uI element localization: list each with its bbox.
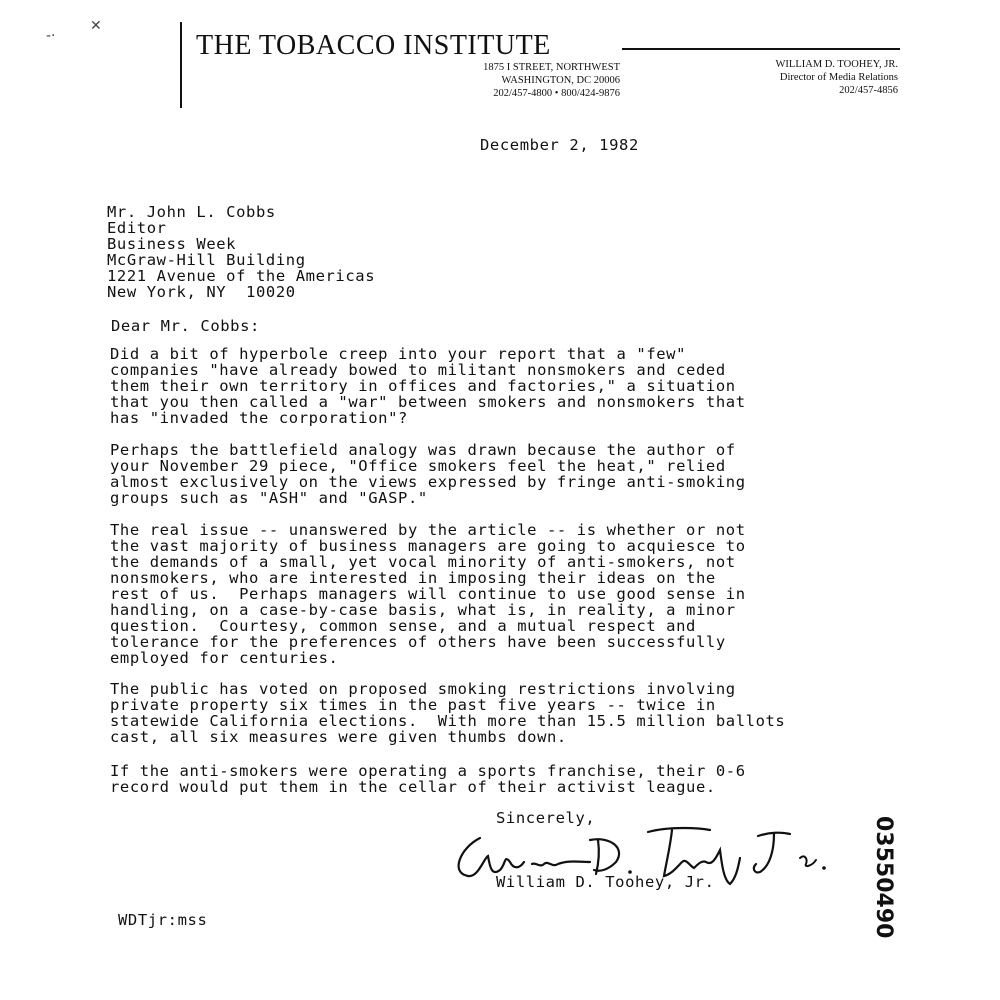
sender-contact-block (680, 58, 898, 97)
letterhead-vertical-rule (180, 22, 182, 108)
scan-artifact: -· (46, 28, 56, 44)
letterhead-horizontal-rule (622, 48, 900, 50)
body-paragraph: The real issue -- unanswered by the article -- is whether or not the vast majority of business managers are going to acquiesce to the demands of a small, yet vocal minority of anti-smokers, not nonsmokers, who are interested in imposing their ideas on the rest of us. Perhaps managers will continue to use good sense in handling, on a case-by-case basis, what is, in reality, a minor question. Courtesy, common sense, and a mutual respect and tolerance for the preferences of others have been successfully employed for centuries. (110, 521, 746, 667)
contact-name: WILLIAM D. TOOHEY, JR. (775, 59, 898, 70)
typist-initials: WDTjr:mss (118, 911, 208, 929)
recipient-line: McGraw-Hill Building (107, 251, 306, 269)
recipient-address (107, 204, 375, 300)
document-number: 03550490 (871, 816, 896, 939)
contact-title: Director of Media Relations (779, 72, 898, 83)
address-line: 202/457-4800 • 800/424-9876 (493, 88, 620, 99)
recipient-line: Editor (107, 219, 167, 237)
body-paragraph: Perhaps the battlefield analogy was drawn because the author of your November 29 piece, "Office smokers feel the heat," relied almost exclusively on the views expressed by fringe anti-smoking groups such as "ASH" and "GASP." (110, 441, 746, 507)
salutation: Dear Mr. Cobbs: (111, 317, 260, 335)
body-paragraph: The public has voted on proposed smoking restrictions involving private property six times in the past five years -- twice in statewide California elections. With more than 15.5 million ballots cast, all six measures were given thumbs down. (110, 680, 786, 746)
scan-artifact: ✕ (90, 18, 102, 34)
recipient-line: Business Week (107, 235, 237, 253)
contact-phone: 202/457-4856 (839, 85, 898, 96)
closing: Sincerely, (496, 809, 596, 827)
body-paragraph: If the anti-smokers were operating a sports franchise, their 0-6 record would put them in the cellar of their activist league. (110, 762, 746, 796)
organization-name: THE TOBACCO INSTITUTE (196, 30, 551, 61)
letter-date: December 2, 1982 (480, 136, 639, 154)
body-paragraph: Did a bit of hyperbole creep into your report that a "few" companies "have already bowed to militant nonsmokers and ceded them their own territory in offices and factories," a situation that you then called a "war" between smokers and nonsmokers that has "invaded the corporation"? (110, 345, 746, 427)
signer-name: William D. Toohey, Jr. (496, 873, 715, 891)
address-line: 1875 I STREET, NORTHWEST (483, 62, 620, 73)
organization-address (400, 61, 620, 100)
address-line: WASHINGTON, DC 20006 (501, 75, 620, 86)
recipient-line: Mr. John L. Cobbs (107, 203, 276, 221)
recipient-line: New York, NY 10020 (107, 283, 296, 301)
recipient-line: 1221 Avenue of the Americas (107, 267, 376, 285)
